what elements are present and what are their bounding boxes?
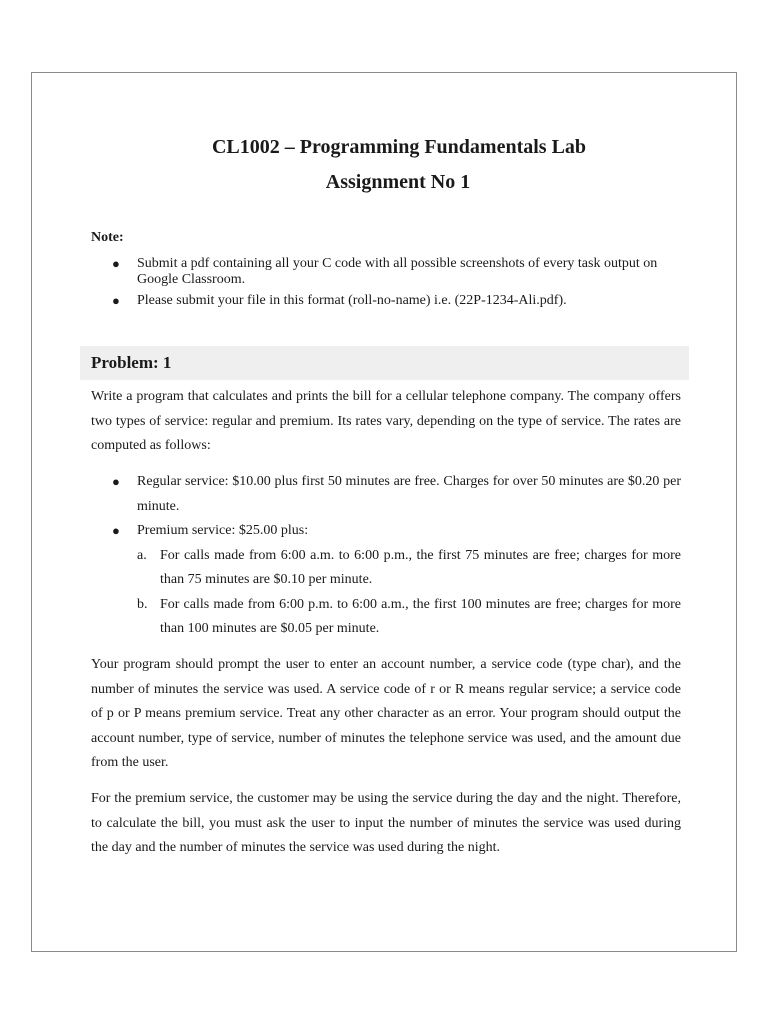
service-list: [112, 470, 681, 642]
subitem-marker: a.: [137, 547, 147, 563]
service-item-regular: [112, 470, 681, 519]
note-item: [112, 256, 692, 288]
note-item-text: Please submit your file in this format (roll-no-name) i.e. (22P-1234-Ali.pdf).: [137, 293, 567, 308]
premium-subitem: [137, 593, 681, 642]
premium-subitem: [137, 544, 681, 593]
problem-intro: Write a program that calculates and prints the bill for a cellular telephone company. The company offers two types of service: regular and premium. Its rates vary, depending on the type of service. The rates are computed as follows:: [91, 389, 681, 453]
problem-paragraph-2: Your program should prompt the user to enter an account number, a service code (type char), and the number of minutes the service was used. A service code of r or R means regular service; a service code of p or P means premium service. Treat any other character as an error. Your program should output the account number, type of service, number of minutes the telephone service was used, and the amount due from the user.: [91, 657, 681, 770]
premium-sublist: [137, 544, 681, 642]
document-page: [31, 72, 737, 952]
note-list: [112, 256, 692, 314]
subitem-text: For calls made from 6:00 p.m. to 6:00 a.m., the first 100 minutes are free; charges for more than 100 minutes are $0.05 per minute.: [160, 596, 681, 636]
problem-header-bar: [80, 346, 689, 380]
note-item: [112, 293, 692, 309]
note-item-text: Submit a pdf containing all your C code with all possible screenshots of every task output on Google Classroom.: [137, 256, 658, 287]
document-subtitle: Assignment No 1: [325, 171, 471, 193]
problem-paragraph-3: For the premium service, the customer may be using the service during the day and the night. Therefore, to calculate the bill, you must ask the user to input the number of minutes the service was used during the day and the number of minutes the service was used during the night.: [91, 791, 681, 855]
service-item-premium: [112, 519, 681, 642]
bullet-icon: ●: [112, 256, 120, 271]
subitem-text: For calls made from 6:00 a.m. to 6:00 p.m., the first 75 minutes are free; charges for more than 75 minutes are $0.10 per minute.: [160, 547, 681, 587]
bullet-icon: ●: [112, 293, 120, 308]
document-title: CL1002 – Programming Fundamentals Lab: [211, 136, 587, 158]
note-heading: Note:: [91, 230, 124, 245]
service-text: Regular service: $10.00 plus first 50 minutes are free. Charges for over 50 minutes are $0.20 per minute.: [137, 474, 681, 514]
bullet-icon: ●: [112, 474, 120, 489]
subitem-marker: b.: [137, 596, 148, 612]
service-text: Premium service: $25.00 plus:: [137, 523, 309, 538]
bullet-icon: ●: [112, 523, 120, 538]
problem-heading: Problem: 1: [91, 353, 172, 372]
